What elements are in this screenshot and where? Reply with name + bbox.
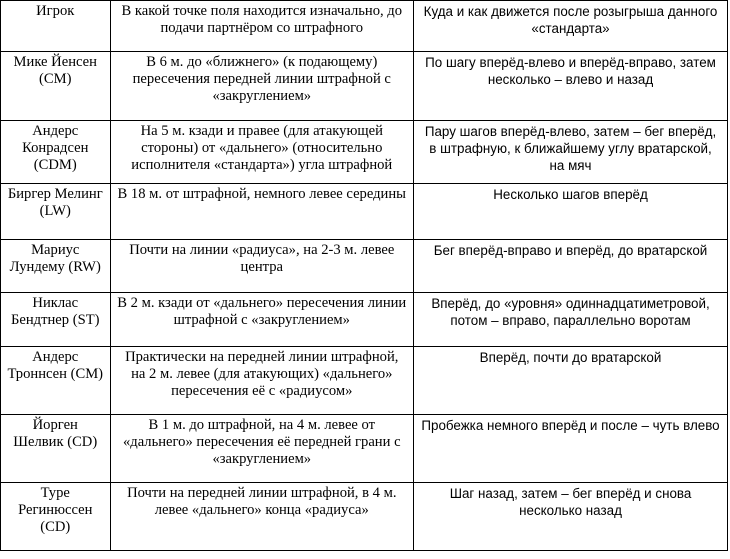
header-start-position: В какой точке поля находится изначально, до подачи партнёром со штрафного	[110, 1, 414, 52]
move-cell: Вперёд, до «уровня» одиннадцатиметровой, потом – вправо, параллельно воротам	[414, 293, 728, 347]
move-cell: Вперёд, почти до вратарской	[414, 347, 728, 415]
move-cell: Пробежка немного вперёд и после – чуть влево	[414, 415, 728, 483]
start-cell: В 2 м. кзади от «дальнего» пересечения линии штрафной с «закруглением»	[110, 293, 414, 347]
table-row	[1, 121, 728, 184]
table-row	[1, 184, 728, 240]
start-cell: В 18 м. от штрафной, немного левее середины	[110, 184, 414, 240]
move-cell: Бег вперёд-вправо и вперёд, до вратарской	[414, 240, 728, 293]
table-row	[1, 415, 728, 483]
player-cell: Никлас Бендтнер (ST)	[1, 293, 111, 347]
move-cell: Пару шагов вперёд-влево, затем – бег вперёд, в штрафную, к ближайшему углу вратарской, на мяч	[414, 121, 728, 184]
header-player: Игрок	[1, 1, 111, 52]
player-cell: Мике Йенсен (CM)	[1, 52, 111, 121]
start-cell: Почти на линии «радиуса», на 2-3 м. левее центра	[110, 240, 414, 293]
move-cell: По шагу вперёд-влево и вперёд-вправо, затем несколько – влево и назад	[414, 52, 728, 121]
player-cell: Андерс Троннсен (CM)	[1, 347, 111, 415]
start-cell: В 1 м. до штрафной, на 4 м. левее от «дальнего» пересечения её передней грани с «закруглением»	[110, 415, 414, 483]
header-movement: Куда и как движется после розыгрыша данного «стандарта»	[414, 1, 728, 52]
player-cell: Андерс Конрадсен (CDM)	[1, 121, 111, 184]
player-cell: Биргер Мелинг (LW)	[1, 184, 111, 240]
table-row	[1, 52, 728, 121]
table-row	[1, 347, 728, 415]
player-cell: Мариус Лундему (RW)	[1, 240, 111, 293]
table-row	[1, 240, 728, 293]
table-header-row	[1, 1, 728, 52]
start-cell: Почти на передней линии штрафной, в 4 м. левее «дальнего» конца «радиуса»	[110, 483, 414, 551]
move-cell: Шаг назад, затем – бег вперёд и снова несколько назад	[414, 483, 728, 551]
table-row	[1, 483, 728, 551]
player-cell: Йорген Шелвик (CD)	[1, 415, 111, 483]
start-cell: Практически на передней линии штрафной, на 2 м. левее (для атакующих) «дальнего» пересечения её с «радиусом»	[110, 347, 414, 415]
move-cell: Несколько шагов вперёд	[414, 184, 728, 240]
start-cell: На 5 м. кзади и правее (для атакующей стороны) от «дальнего» (относительно исполнителя «стандарта») угла штрафной	[110, 121, 414, 184]
start-cell: В 6 м. до «ближнего» (к подающему) пересечения передней линии штрафной с «закруглением»	[110, 52, 414, 121]
table-row	[1, 293, 728, 347]
player-cell: Туре Регинюссен (CD)	[1, 483, 111, 551]
